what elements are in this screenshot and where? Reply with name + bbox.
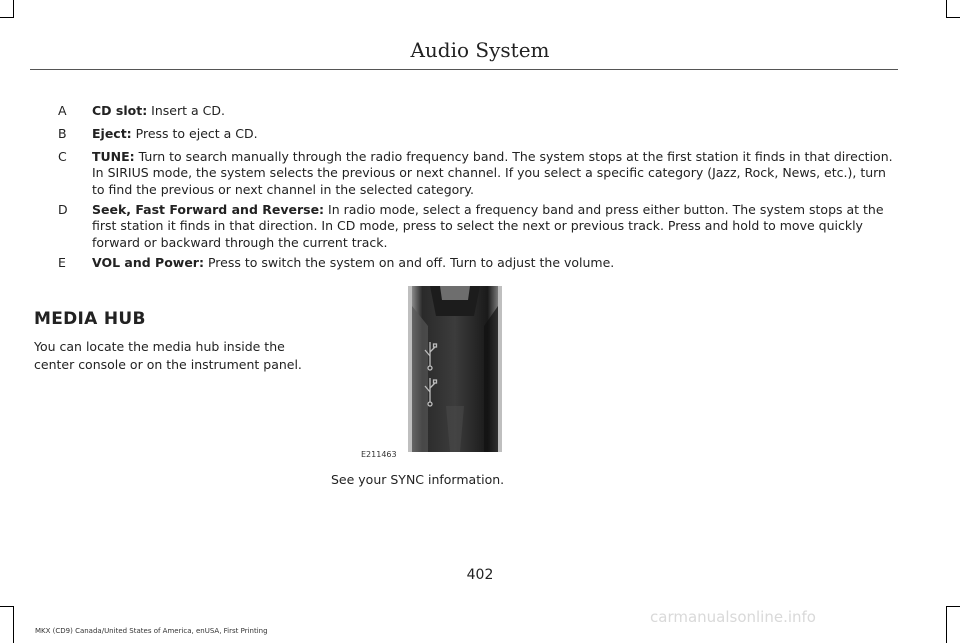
entry-d — [58, 202, 898, 251]
crop-mark — [0, 17, 14, 18]
entry-e — [58, 255, 898, 271]
entry-letter: B — [58, 126, 67, 141]
footer-text: MKX (CD9) Canada/United States of America, enUSA, First Printing — [35, 627, 268, 635]
watermark: carmanualsonline.info — [650, 608, 816, 626]
section-paragraph: You can locate the media hub inside the center console or on the instrument panel. — [34, 339, 302, 372]
header-rule — [30, 69, 898, 70]
entry-text: In radio mode, select a frequency band and press either button. The system stops at the first station it finds in that direction. In CD mode, press to select the next or previous track. Press and hold to move quickly forward or backward through the current track. — [92, 202, 884, 250]
entry-text: Insert a CD. — [147, 103, 225, 118]
section-heading: MEDIA HUB — [34, 309, 146, 329]
entry-letter: C — [58, 149, 67, 164]
entry-text: Turn to search manually through the radio frequency band. The system stops at the first station it finds in that direction. In SIRIUS mode, the system selects the previous or next channel. If you select a specific category (Jazz, Rock, News, etc.), turn to find the previous or next channel in the selected category. — [92, 149, 893, 197]
page-title: Audio System — [410, 38, 550, 62]
crop-mark — [946, 606, 960, 607]
figure-label: E211463 — [361, 450, 397, 459]
entry-b — [58, 126, 898, 142]
media-hub-illustration — [400, 286, 510, 456]
entry-a — [58, 103, 898, 119]
entry-term: VOL and Power: — [92, 255, 204, 270]
entry-term: Eject: — [92, 126, 132, 141]
see-sync-text: See your SYNC information. — [331, 472, 505, 487]
entry-term: Seek, Fast Forward and Reverse: — [92, 202, 325, 217]
page-number: 402 — [466, 567, 494, 583]
entry-letter: E — [58, 255, 66, 270]
entry-letter: D — [58, 202, 68, 217]
entry-c — [58, 149, 898, 198]
crop-mark — [13, 606, 14, 643]
entry-term: TUNE: — [92, 149, 135, 164]
entry-letter: A — [58, 103, 67, 118]
crop-mark — [946, 606, 947, 643]
crop-mark — [946, 0, 947, 18]
crop-mark — [946, 17, 960, 18]
entry-text: Press to eject a CD. — [131, 126, 258, 141]
entry-text: Press to switch the system on and off. Turn to adjust the volume. — [203, 255, 615, 270]
entry-term: CD slot: — [92, 103, 148, 118]
crop-mark — [13, 0, 14, 18]
crop-mark — [0, 606, 14, 607]
